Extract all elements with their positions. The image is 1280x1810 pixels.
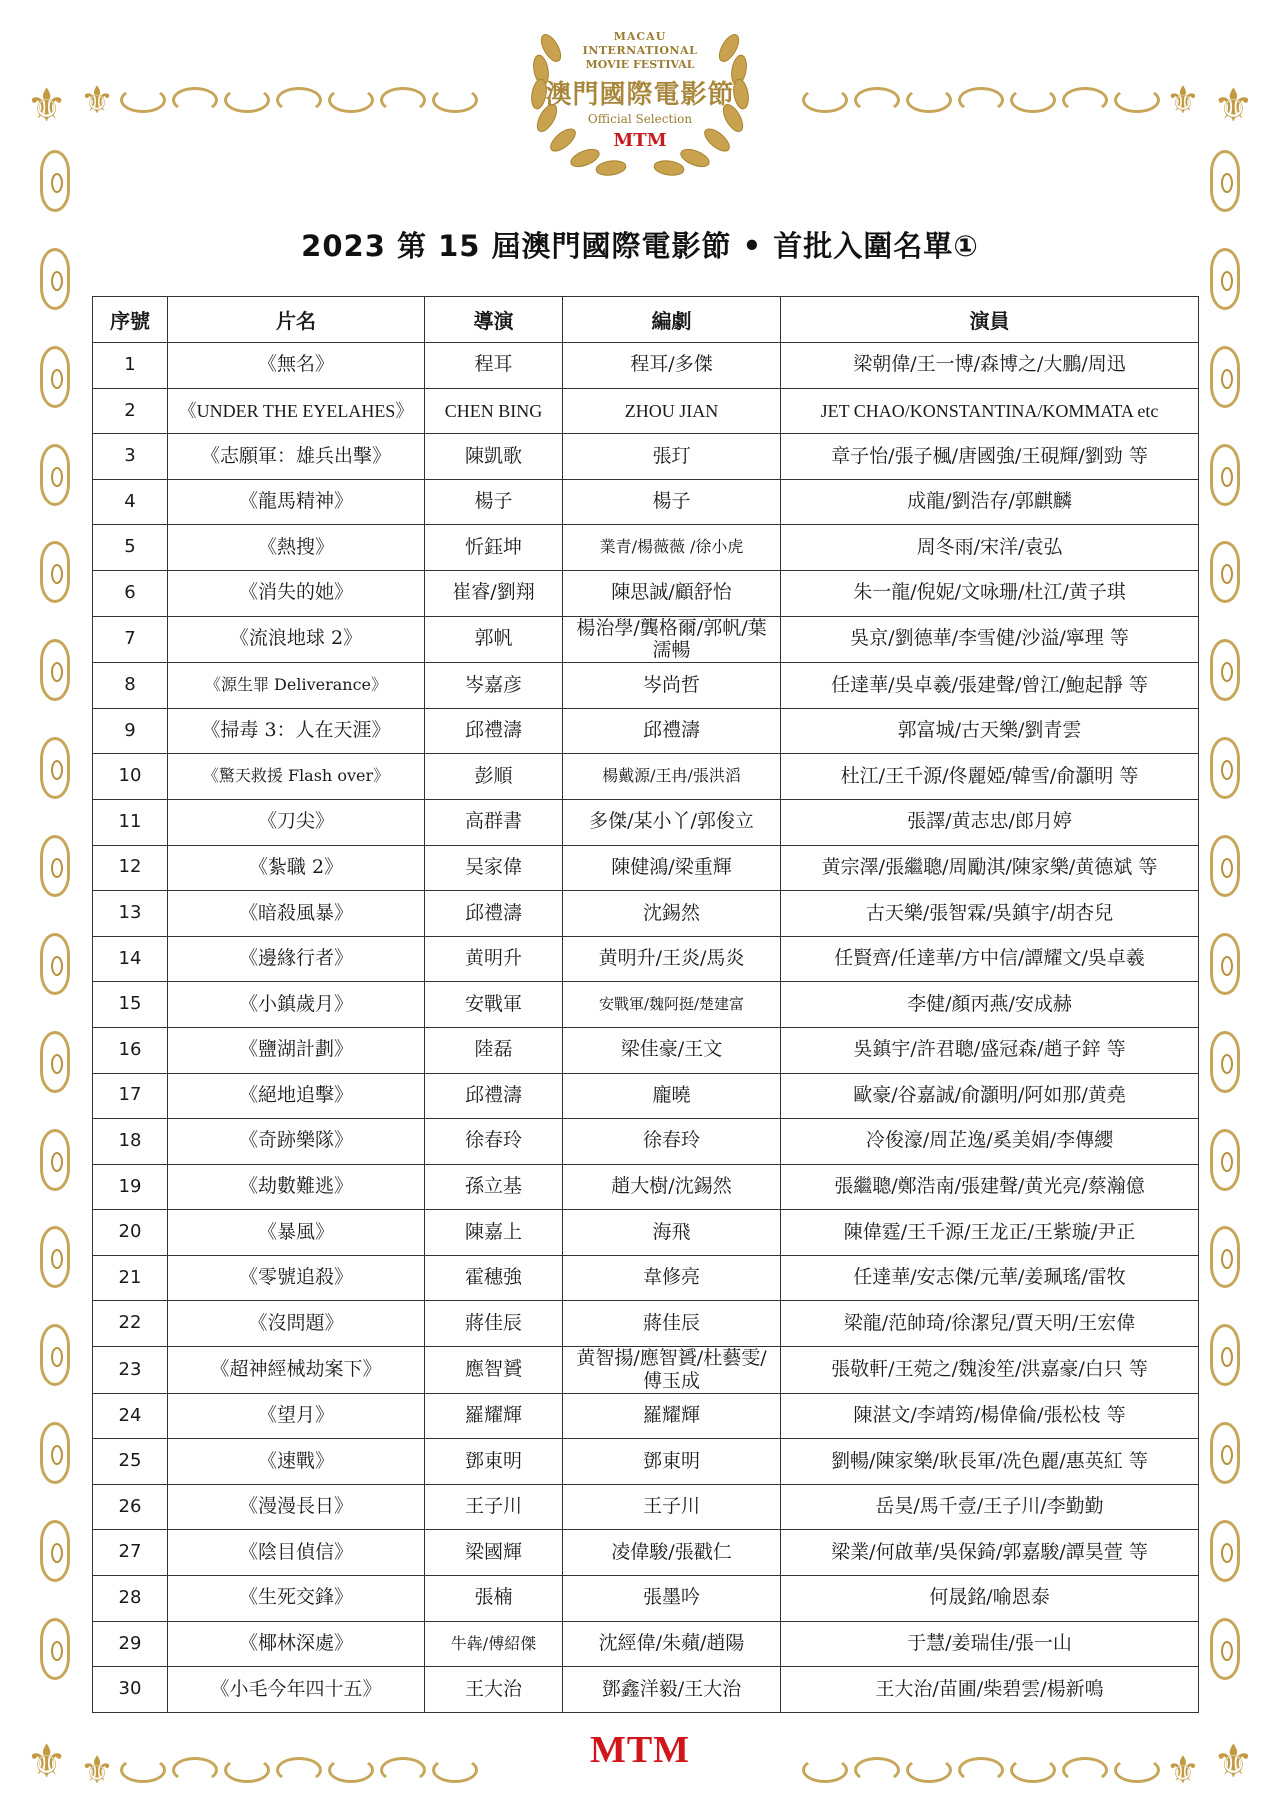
- cell-screenwriter: 黄智揚/應智贇/杜藝雯/傅玉成: [563, 1347, 781, 1394]
- table-row: [93, 479, 1199, 525]
- cell-director: 陸磊: [425, 1027, 563, 1073]
- cell-director: CHEN BING: [425, 388, 563, 434]
- cell-screenwriter: 業青/楊薇薇 /徐小虎: [563, 525, 781, 571]
- right-ornament-border: [1208, 150, 1242, 1680]
- cell-film-title: 《絕地追擊》: [168, 1073, 425, 1119]
- cell-screenwriter: 趙大樹/沈錫然: [563, 1164, 781, 1210]
- cell-director: 梁國輝: [425, 1530, 563, 1576]
- cell-number: 23: [93, 1347, 168, 1394]
- cell-number: 11: [93, 799, 168, 845]
- cell-director: 岑嘉彦: [425, 663, 563, 709]
- cell-film-title: 《小毛今年四十五》: [168, 1667, 425, 1713]
- cell-cast: 章子怡/張子楓/唐國強/王硯輝/劉勁 等: [781, 434, 1199, 480]
- cell-film-title: 《鹽湖計劃》: [168, 1027, 425, 1073]
- cell-director: 徐春玲: [425, 1119, 563, 1165]
- cell-screenwriter: 徐春玲: [563, 1119, 781, 1165]
- cell-film-title: 《消失的她》: [168, 570, 425, 616]
- cell-film-title: 《暗殺風暴》: [168, 891, 425, 937]
- cell-film-title: 《暴風》: [168, 1210, 425, 1256]
- table-body: [93, 343, 1199, 1713]
- cell-cast: 古天樂/張智霖/吳鎮宇/胡杏兒: [781, 891, 1199, 937]
- cell-director: 霍穗強: [425, 1255, 563, 1301]
- emblem-line-macau: MACAU: [613, 30, 667, 43]
- table-row: [93, 1347, 1199, 1394]
- cell-film-title: 《超神經械劫案下》: [168, 1347, 425, 1394]
- cell-number: 1: [93, 343, 168, 389]
- cell-cast: 岳昊/馬千壹/王子川/李勤勤: [781, 1484, 1199, 1530]
- cell-number: 28: [93, 1576, 168, 1622]
- cell-number: 8: [93, 663, 168, 709]
- cell-number: 25: [93, 1439, 168, 1485]
- cell-screenwriter: 羅耀輝: [563, 1393, 781, 1439]
- table-row: [93, 1439, 1199, 1485]
- cell-cast: 陳湛文/李靖筠/楊偉倫/張松枝 等: [781, 1393, 1199, 1439]
- table-row: [93, 708, 1199, 754]
- cell-screenwriter: 陳健鴻/梁重輝: [563, 845, 781, 891]
- table-row: [93, 1073, 1199, 1119]
- cell-film-title: 《邊緣行者》: [168, 936, 425, 982]
- cell-cast: 周冬雨/宋洋/袁弘: [781, 525, 1199, 571]
- cell-number: 13: [93, 891, 168, 937]
- cell-film-title: 《掃毒 3：人在天涯》: [168, 708, 425, 754]
- cell-cast: 張譯/黄志忠/郎月婷: [781, 799, 1199, 845]
- cell-film-title: 《UNDER THE EYELAHES》: [168, 388, 425, 434]
- cell-director: 孫立基: [425, 1164, 563, 1210]
- cell-film-title: 《漫漫長日》: [168, 1484, 425, 1530]
- cell-film-title: 《源生罪 Deliverance》: [168, 663, 425, 709]
- table-row: [93, 1393, 1199, 1439]
- cell-director: 應智贇: [425, 1347, 563, 1394]
- cell-cast: 成龍/劉浩存/郭麒麟: [781, 479, 1199, 525]
- corner-fleur-icon: ⚜: [26, 1734, 68, 1788]
- cell-screenwriter: 程耳/多傑: [563, 343, 781, 389]
- table-row: [93, 343, 1199, 389]
- cell-screenwriter: 張墨吟: [563, 1576, 781, 1622]
- cell-number: 22: [93, 1301, 168, 1347]
- cell-screenwriter: 張玎: [563, 434, 781, 480]
- cell-cast: 吳鎮宇/許君聰/盛冠森/趙子鋅 等: [781, 1027, 1199, 1073]
- table-row: [93, 388, 1199, 434]
- cell-screenwriter: 邱禮濤: [563, 708, 781, 754]
- cell-screenwriter: ZHOU JIAN: [563, 388, 781, 434]
- cell-director: 陳凱歌: [425, 434, 563, 480]
- table-row: [93, 936, 1199, 982]
- emblem-line-movie-festival: MOVIE FESTIVAL: [585, 58, 695, 71]
- cell-number: 19: [93, 1164, 168, 1210]
- cell-number: 10: [93, 754, 168, 800]
- cell-cast: JET CHAO/KONSTANTINA/KOMMATA etc: [781, 388, 1199, 434]
- cell-cast: 冷俊濠/周芷逸/奚美娟/李傳纓: [781, 1119, 1199, 1165]
- cell-film-title: 《劫數難逃》: [168, 1164, 425, 1210]
- cell-cast: 于慧/姜瑞佳/張一山: [781, 1621, 1199, 1667]
- header-director: 導演: [425, 297, 563, 343]
- cell-screenwriter: 海飛: [563, 1210, 781, 1256]
- bottom-left-ornament: ⚜: [80, 1750, 478, 1790]
- emblem-mtm: MTM: [613, 130, 667, 151]
- cell-director: 黄明升: [425, 936, 563, 982]
- table-row: [93, 434, 1199, 480]
- cell-screenwriter: 龐曉: [563, 1073, 781, 1119]
- cell-director: 吴家偉: [425, 845, 563, 891]
- cell-number: 15: [93, 982, 168, 1028]
- corner-fleur-icon: ⚜: [1212, 1734, 1254, 1788]
- table-row: [93, 663, 1199, 709]
- bottom-right-ornament: ⚜: [802, 1750, 1200, 1790]
- top-left-ornament: ⚜: [80, 80, 478, 120]
- table-row: [93, 1119, 1199, 1165]
- cell-film-title: 《陰目偵信》: [168, 1530, 425, 1576]
- cell-cast: 歐豪/谷嘉誠/俞灝明/阿如那/黄堯: [781, 1073, 1199, 1119]
- emblem-official-selection: Official Selection: [587, 112, 693, 126]
- cell-number: 9: [93, 708, 168, 754]
- cell-film-title: 《流浪地球 2》: [168, 616, 425, 663]
- cell-number: 30: [93, 1667, 168, 1713]
- table-row: [93, 1210, 1199, 1256]
- cell-cast: 梁龍/范帥琦/徐潔兒/賈天明/王宏偉: [781, 1301, 1199, 1347]
- cell-screenwriter: 安戰軍/魏阿挺/楚建富: [563, 982, 781, 1028]
- cell-film-title: 《望月》: [168, 1393, 425, 1439]
- cell-screenwriter: 黄明升/王炎/馬炎: [563, 936, 781, 982]
- cell-number: 29: [93, 1621, 168, 1667]
- cell-number: 3: [93, 434, 168, 480]
- cell-screenwriter: 蔣佳辰: [563, 1301, 781, 1347]
- cell-screenwriter: 沈錫然: [563, 891, 781, 937]
- cell-number: 6: [93, 570, 168, 616]
- cell-screenwriter: 韋修亮: [563, 1255, 781, 1301]
- cell-number: 7: [93, 616, 168, 663]
- cell-director: 高群書: [425, 799, 563, 845]
- cell-cast: 吳京/劉德華/李雪健/沙溢/寧理 等: [781, 616, 1199, 663]
- cell-film-title: 《椰林深處》: [168, 1621, 425, 1667]
- corner-fleur-icon: ⚜: [1212, 78, 1254, 132]
- cell-director: 邱禮濤: [425, 891, 563, 937]
- cell-film-title: 《龍馬精神》: [168, 479, 425, 525]
- table-row: [93, 1027, 1199, 1073]
- cell-film-title: 《紮職 2》: [168, 845, 425, 891]
- cell-director: 羅耀輝: [425, 1393, 563, 1439]
- cell-screenwriter: 王子川: [563, 1484, 781, 1530]
- header-screenwriter: 編劇: [563, 297, 781, 343]
- cell-cast: 任賢齊/任達華/方中信/譚耀文/吳卓羲: [781, 936, 1199, 982]
- cell-screenwriter: 鄧東明: [563, 1439, 781, 1485]
- cell-number: 18: [93, 1119, 168, 1165]
- cell-director: 王子川: [425, 1484, 563, 1530]
- table-row: [93, 1621, 1199, 1667]
- cell-number: 20: [93, 1210, 168, 1256]
- cell-cast: 杜江/王千源/佟麗婭/韓雪/俞灝明 等: [781, 754, 1199, 800]
- cell-film-title: 《無名》: [168, 343, 425, 389]
- table-row: [93, 799, 1199, 845]
- table-row: [93, 1255, 1199, 1301]
- cell-director: 彭順: [425, 754, 563, 800]
- cell-cast: 郭富城/古天樂/劉青雲: [781, 708, 1199, 754]
- cell-number: 21: [93, 1255, 168, 1301]
- cell-director: 邱禮濤: [425, 708, 563, 754]
- cell-director: 郭帆: [425, 616, 563, 663]
- cell-cast: 黄宗澤/張繼聰/周勵淇/陳家樂/黄德斌 等: [781, 845, 1199, 891]
- table-row: [93, 1164, 1199, 1210]
- cell-director: 忻鈺坤: [425, 525, 563, 571]
- cell-screenwriter: 鄧鑫洋毅/王大治: [563, 1667, 781, 1713]
- table-row: [93, 1484, 1199, 1530]
- cell-number: 12: [93, 845, 168, 891]
- table-header-row: [93, 297, 1199, 343]
- cell-cast: 朱一龍/倪妮/文咏珊/杜江/黄子琪: [781, 570, 1199, 616]
- cell-director: 崔睿/劉翔: [425, 570, 563, 616]
- cell-number: 27: [93, 1530, 168, 1576]
- festival-laurel-emblem: [511, 8, 769, 180]
- table-row: [93, 570, 1199, 616]
- cell-number: 2: [93, 388, 168, 434]
- cell-film-title: 《零號追殺》: [168, 1255, 425, 1301]
- table-row: [93, 754, 1199, 800]
- table-row: [93, 891, 1199, 937]
- cell-cast: 梁朝偉/王一博/森博之/大鵬/周迅: [781, 343, 1199, 389]
- table-row: [93, 845, 1199, 891]
- cell-cast: 張繼聰/鄭浩南/張建聲/黄光亮/蔡瀚億: [781, 1164, 1199, 1210]
- cell-cast: 張敬軒/王菀之/魏浚笙/洪嘉豪/白只 等: [781, 1347, 1199, 1394]
- header-number: 序號: [93, 297, 168, 343]
- document-title: 2023 第 15 屆澳門國際電影節 • 首批入圍名單①: [301, 229, 979, 263]
- cell-screenwriter: 梁佳豪/王文: [563, 1027, 781, 1073]
- cell-film-title: 《奇跡樂隊》: [168, 1119, 425, 1165]
- cell-director: 程耳: [425, 343, 563, 389]
- cell-director: 鄧東明: [425, 1439, 563, 1485]
- selection-table: [92, 296, 1199, 1713]
- cell-film-title: 《熱搜》: [168, 525, 425, 571]
- left-ornament-border: [38, 150, 72, 1680]
- cell-director: 牛犇/傅紹傑: [425, 1621, 563, 1667]
- cell-film-title: 《生死交鋒》: [168, 1576, 425, 1622]
- cell-director: 邱禮濤: [425, 1073, 563, 1119]
- table-row: [93, 525, 1199, 571]
- emblem-line-international: INTERNATIONAL: [582, 44, 698, 57]
- cell-screenwriter: 岑尚哲: [563, 663, 781, 709]
- table-row: [93, 1301, 1199, 1347]
- footer-brand: MTM: [589, 1729, 691, 1771]
- cell-director: 張楠: [425, 1576, 563, 1622]
- cell-cast: 劉暢/陳家樂/耿長軍/冼色麗/惠英紅 等: [781, 1439, 1199, 1485]
- cell-cast: 任達華/吳卓羲/張建聲/曾江/鮑起靜 等: [781, 663, 1199, 709]
- cell-screenwriter: 楊戴源/王冉/張洪滔: [563, 754, 781, 800]
- emblem-chinese-name: 澳門國際電影節: [545, 80, 735, 110]
- cell-number: 14: [93, 936, 168, 982]
- cell-film-title: 《速戰》: [168, 1439, 425, 1485]
- cell-film-title: 《刀尖》: [168, 799, 425, 845]
- top-right-ornament: ⚜: [802, 80, 1200, 120]
- cell-screenwriter: 楊治學/龔格爾/郭帆/葉濡暢: [563, 616, 781, 663]
- cell-number: 26: [93, 1484, 168, 1530]
- cell-film-title: 《驚天救援 Flash over》: [168, 754, 425, 800]
- cell-film-title: 《小鎮歲月》: [168, 982, 425, 1028]
- cell-director: 安戰軍: [425, 982, 563, 1028]
- cell-film-title: 《沒問題》: [168, 1301, 425, 1347]
- cell-screenwriter: 楊子: [563, 479, 781, 525]
- header-cast: 演員: [781, 297, 1199, 343]
- cell-director: 楊子: [425, 479, 563, 525]
- cell-director: 蔣佳辰: [425, 1301, 563, 1347]
- cell-number: 5: [93, 525, 168, 571]
- cell-screenwriter: 陳思誠/顧舒怡: [563, 570, 781, 616]
- table-row: [93, 1530, 1199, 1576]
- cell-cast: 陳偉霆/王千源/王龙正/王紫璇/尹正: [781, 1210, 1199, 1256]
- cell-cast: 李健/顏丙燕/安成赫: [781, 982, 1199, 1028]
- cell-director: 王大治: [425, 1667, 563, 1713]
- cell-number: 24: [93, 1393, 168, 1439]
- cell-cast: 任達華/安志傑/元華/姜珮瑤/雷牧: [781, 1255, 1199, 1301]
- cell-screenwriter: 多傑/某小丫/郭俊立: [563, 799, 781, 845]
- cell-director: 陳嘉上: [425, 1210, 563, 1256]
- cell-cast: 梁業/何啟華/吳保錡/郭嘉駿/譚昊萱 等: [781, 1530, 1199, 1576]
- table-row: [93, 982, 1199, 1028]
- corner-fleur-icon: ⚜: [26, 78, 68, 132]
- cell-number: 4: [93, 479, 168, 525]
- header-title: 片名: [168, 297, 425, 343]
- table-row: [93, 1667, 1199, 1713]
- cell-number: 17: [93, 1073, 168, 1119]
- table-row: [93, 1576, 1199, 1622]
- table-row: [93, 616, 1199, 663]
- cell-screenwriter: 沈經偉/朱蘋/趙陽: [563, 1621, 781, 1667]
- cell-number: 16: [93, 1027, 168, 1073]
- cell-cast: 王大治/苗圃/柴碧雲/楊新鳴: [781, 1667, 1199, 1713]
- cell-cast: 何晟銘/喻恩泰: [781, 1576, 1199, 1622]
- cell-film-title: 《志願軍：雄兵出擊》: [168, 434, 425, 480]
- cell-screenwriter: 凌偉駿/張戳仁: [563, 1530, 781, 1576]
